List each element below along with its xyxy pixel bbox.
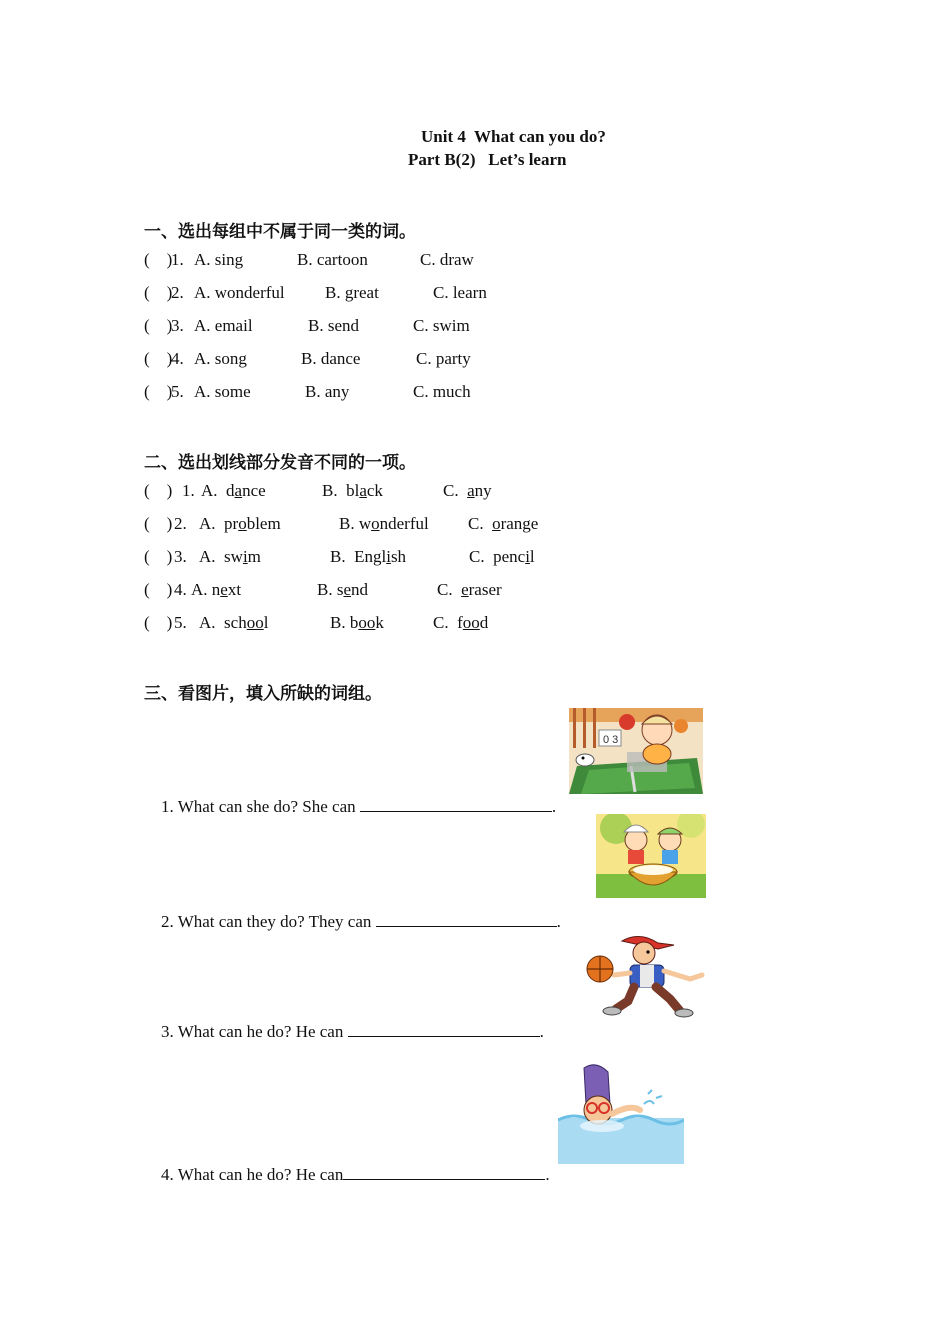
fill-question-3 xyxy=(144,1002,544,1062)
item-number: 3. xyxy=(171,316,184,335)
underlined-letters: oo xyxy=(246,613,264,632)
option-a xyxy=(201,481,266,501)
period: . xyxy=(545,1165,550,1184)
word-part: range xyxy=(500,514,539,533)
underlined-letters: e xyxy=(461,580,469,599)
s2-row xyxy=(144,580,844,602)
underlined-letters: oo xyxy=(358,613,376,632)
item-number: 5. xyxy=(171,382,184,401)
option-b: B. any xyxy=(305,382,350,401)
option-label: B. xyxy=(322,481,347,500)
ping-pong-girl-picture xyxy=(569,708,703,794)
option-b xyxy=(330,547,406,567)
answer-paren[interactable]: ( ) xyxy=(144,382,173,401)
word-part: n xyxy=(211,580,221,599)
answer-blank[interactable] xyxy=(343,1165,545,1180)
option-b: B. cartoon xyxy=(297,250,368,269)
option-c: C. much xyxy=(413,382,471,401)
option-b xyxy=(339,514,429,534)
s2-row xyxy=(144,613,844,635)
underlined-letters: i xyxy=(525,547,530,566)
swimming-boy-picture xyxy=(558,1064,684,1164)
word-part: w xyxy=(358,514,372,533)
option-a: A. some xyxy=(194,382,251,401)
option-c: C. party xyxy=(416,349,471,368)
answer-paren[interactable]: ( ) xyxy=(144,514,173,533)
question-text: 2. What can they do? They can xyxy=(161,912,376,931)
underlined-letters: o xyxy=(371,514,380,533)
word-part: f xyxy=(457,613,463,632)
answer-blank[interactable] xyxy=(360,797,552,812)
option-label: B. xyxy=(330,547,355,566)
option-c xyxy=(469,547,535,567)
section3-heading: 三、看图片，填入所缺的词组。 xyxy=(144,684,382,704)
part-title: Part B(2) Let’s learn xyxy=(408,150,567,169)
word-part: d xyxy=(479,613,489,632)
period: . xyxy=(539,1022,544,1041)
option-label: C. xyxy=(433,613,458,632)
word-part: sw xyxy=(224,547,243,566)
word-part: ck xyxy=(366,481,383,500)
option-b xyxy=(317,580,368,600)
underlined-letters: o xyxy=(238,514,247,533)
period: . xyxy=(556,912,561,931)
option-label: C. xyxy=(469,547,494,566)
answer-blank[interactable] xyxy=(348,1022,540,1037)
word-part: bl xyxy=(346,481,360,500)
item-number: 5. xyxy=(174,613,187,632)
s1-row xyxy=(144,283,844,305)
word-part: sh xyxy=(390,547,407,566)
unit-title: Unit 4 What can you do? xyxy=(421,127,606,146)
answer-paren[interactable]: ( ) xyxy=(144,547,173,566)
fill-question-1 xyxy=(144,777,556,837)
question-text: 4. What can he do? He can xyxy=(161,1165,344,1184)
word-part: nderful xyxy=(379,514,429,533)
section2-heading: 二、选出划线部分发音不同的一项。 xyxy=(144,453,416,473)
option-a xyxy=(199,547,261,567)
option-c xyxy=(433,613,488,633)
item-number: 1. xyxy=(171,250,184,269)
word-part: nd xyxy=(351,580,369,599)
underlined-letters: a xyxy=(359,481,367,500)
svg-text:0 3: 0 3 xyxy=(603,734,619,746)
option-b: B. great xyxy=(325,283,379,302)
s2-row xyxy=(144,514,844,536)
option-c xyxy=(468,514,538,534)
option-a: A. wonderful xyxy=(194,283,285,302)
underlined-letters: e xyxy=(220,580,228,599)
cooking-children-picture xyxy=(596,814,706,898)
question-text: 1. What can she do? She can xyxy=(161,797,360,816)
option-b: B. dance xyxy=(301,349,361,368)
option-label: B. xyxy=(330,613,350,632)
word-part: blem xyxy=(246,514,281,533)
word-part: raser xyxy=(468,580,502,599)
option-a: A. sing xyxy=(194,250,244,269)
word-part: l xyxy=(529,547,535,566)
option-a xyxy=(199,514,281,534)
underlined-letters: o xyxy=(492,514,501,533)
answer-paren[interactable]: ( ) xyxy=(144,580,173,599)
answer-paren[interactable]: ( ) xyxy=(144,481,173,500)
option-b xyxy=(330,613,384,633)
item-number: 3. xyxy=(174,547,187,566)
underlined-letters: e xyxy=(343,580,352,599)
underlined-letters: i xyxy=(242,547,248,566)
word-part: b xyxy=(349,613,359,632)
answer-paren[interactable]: ( ) xyxy=(144,316,173,335)
word-part: k xyxy=(375,613,384,632)
answer-paren[interactable]: ( ) xyxy=(144,613,173,632)
item-number: 2. xyxy=(171,283,184,302)
word-part: xt xyxy=(227,580,242,599)
option-label: B. xyxy=(317,580,337,599)
underlined-letters: a xyxy=(234,481,243,500)
word-part: l xyxy=(263,613,269,632)
fill-question-2 xyxy=(144,892,561,952)
word-part: pr xyxy=(224,514,239,533)
question-text: 3. What can he do? He can xyxy=(161,1022,348,1041)
word-part: Engl xyxy=(354,547,387,566)
s1-row xyxy=(144,250,844,272)
answer-paren[interactable]: ( ) xyxy=(144,349,173,368)
s1-row xyxy=(144,382,844,404)
word-part: penc xyxy=(493,547,526,566)
word-part: nce xyxy=(242,481,266,500)
option-label: C. xyxy=(468,514,493,533)
item-number: 4. xyxy=(174,580,187,599)
item-number: 4. xyxy=(171,349,184,368)
word-part: d xyxy=(226,481,235,500)
option-c: C. swim xyxy=(413,316,470,335)
option-label: C. xyxy=(443,481,468,500)
option-c: C. draw xyxy=(420,250,474,269)
option-c xyxy=(443,481,492,501)
word-part: ny xyxy=(474,481,492,500)
option-a: A. email xyxy=(194,316,253,335)
option-a xyxy=(191,580,241,600)
s1-row xyxy=(144,349,844,371)
option-b: B. send xyxy=(308,316,359,335)
option-label: A. xyxy=(199,547,225,566)
underlined-letters: a xyxy=(467,481,475,500)
s2-row xyxy=(144,547,844,569)
option-label: A. xyxy=(199,613,225,632)
option-b xyxy=(322,481,383,501)
answer-paren[interactable]: ( ) xyxy=(144,283,173,302)
word-part: m xyxy=(247,547,261,566)
s1-row xyxy=(144,316,844,338)
item-number: 1. xyxy=(182,481,195,500)
period: . xyxy=(551,797,557,816)
word-part: s xyxy=(336,580,344,599)
option-a: A. song xyxy=(194,349,247,368)
answer-paren[interactable]: ( ) xyxy=(144,250,173,269)
underlined-letters: i xyxy=(386,547,391,566)
option-c: C. learn xyxy=(433,283,487,302)
option-label: A. xyxy=(199,514,225,533)
underlined-letters: oo xyxy=(462,613,480,632)
option-label: C. xyxy=(437,580,462,599)
fill-question-4 xyxy=(144,1145,550,1205)
option-a xyxy=(199,613,268,633)
word-part: sch xyxy=(224,613,247,632)
basketball-boy-picture xyxy=(578,935,708,1019)
option-c xyxy=(437,580,502,600)
answer-blank[interactable] xyxy=(376,912,557,927)
item-number: 2. xyxy=(174,514,187,533)
option-label: B. xyxy=(339,514,359,533)
option-label: A. xyxy=(191,580,212,599)
s2-row xyxy=(144,481,844,503)
option-label: A. xyxy=(201,481,227,500)
section1-heading: 一、选出每组中不属于同一类的词。 xyxy=(144,222,416,242)
